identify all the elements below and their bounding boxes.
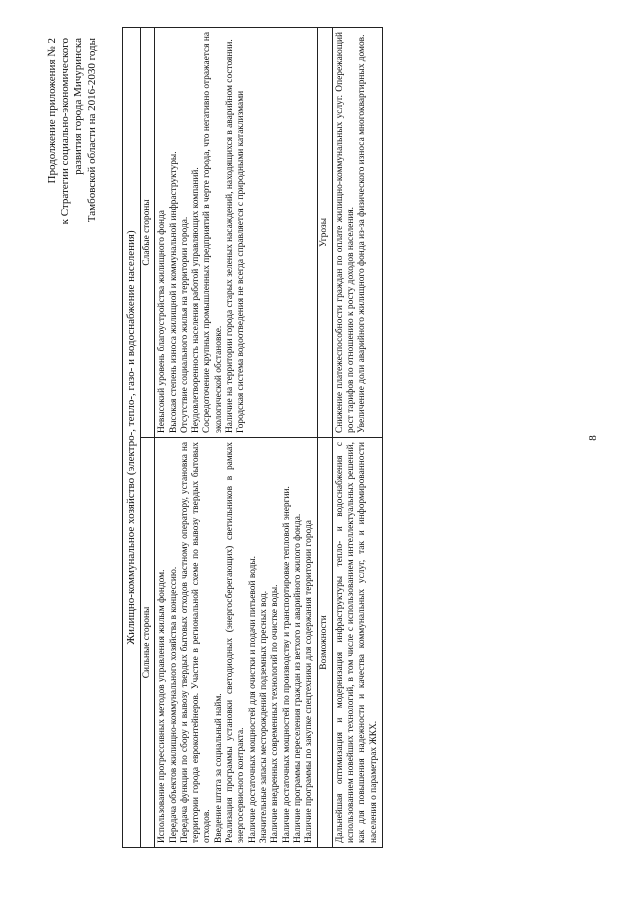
appendix-header (46, 38, 99, 298)
strength-item: Использование прогрессивных методов управления жилым фондом. (157, 569, 168, 843)
weakness-item: Неудовлетворенность населения работой управляющих компаний. (191, 167, 202, 433)
header-line: к Стратегии социально-экономического (59, 38, 72, 225)
opportunities-cell (332, 438, 382, 848)
strength-item: Наличие программы переселения граждан из ветхого и аварийного жилого фонда. (292, 513, 303, 843)
strength-item: Наличие внедренных современных технологий по очистке воды. (270, 584, 281, 843)
strength-item: Наличие достаточных мощностей для очистки и подачи питьевой воды. (247, 555, 258, 843)
strength-item: Реализация программы установки светодиодных (энергосберегающих) светильников в рамках энергосервисного контракта. (225, 442, 247, 843)
strengths-cell (155, 438, 318, 848)
opportunities-header: Возможности (318, 438, 332, 848)
strength-item: Наличие программы по закупке спецтехники для содержания территории города (304, 520, 315, 843)
weakness-item: Отсутствие социального жилья на территории города. (179, 216, 190, 433)
threat-item: Снижение платежеспособности граждан по оплате жилищно-коммунальных услуг. Опережающий рост тарифов по отношению к росту доходов населения. (334, 32, 357, 433)
strength-item: Введение штата за социальный найм. (213, 693, 224, 843)
strength-item: Наличие достаточных мощностей по производству и транспортировке тепловой энергии. (281, 486, 292, 843)
weakness-item: Сосредоточение крупных промышленных предприятий в черте города, что негативно отражается на экологической обстановке. (202, 32, 224, 433)
weakness-item: Высокая степень износа жилищной и коммунальной инфраструктуры. (168, 151, 179, 433)
header-line: Тамбовской области на 2016-2030 годы (85, 38, 98, 223)
threat-item: Увеличение доли аварийного жилищного фонда из-за физического износа многоквартирных домов. (357, 34, 368, 433)
opportunity-item: Дальнейшая оптимизация и модернизация инфраструктуры тепло- и водоснабжения с использованием новейших технологий, в том числе с использованием интеллектуальных решений, как для повышения надежности и качества коммунальных услуг, так и информированности населения о параметрах ЖКХ. (334, 442, 379, 843)
weakness-item: Наличие на территории города старых зеленых насаждений, находящихся в аварийном состоянии. (225, 39, 236, 433)
threats-header: Угрозы (318, 28, 332, 438)
strengths-header: Сильные стороны (141, 438, 155, 848)
header-line: развития города Мичуринска (72, 38, 85, 175)
weaknesses-header: Слабые стороны (141, 28, 155, 438)
strength-item: Передача объектов жилищно-коммунального хозяйства в концессию. (168, 566, 179, 843)
table-title: Жилищно-коммунальное хозяйство (электро-, тепло-, газо- и водоснабжение населения) (123, 28, 141, 848)
swot-table (122, 27, 383, 848)
threats-cell (332, 28, 382, 438)
strength-item: Передача функции по сбору и вывозу твердых бытовых отходов частному оператору, установка на территории города евроконтейнеров. Участие в региональной схеме по вывозу твердых бытовых отходов. (179, 442, 213, 843)
rotated-document-page (42, 28, 602, 848)
weakness-item: Городская система водоотведения не всегда справляется с природными катаклизмами (236, 90, 247, 433)
header-line: Продолжение приложения № 2 (46, 38, 58, 184)
strength-item: Значительные запасы месторождений подземных пресных вод. (258, 590, 269, 843)
page-number: 8 (587, 435, 599, 441)
weaknesses-cell (155, 28, 318, 438)
weakness-item: Невысокий уровень благоустройства жилищного фонда (157, 210, 168, 433)
